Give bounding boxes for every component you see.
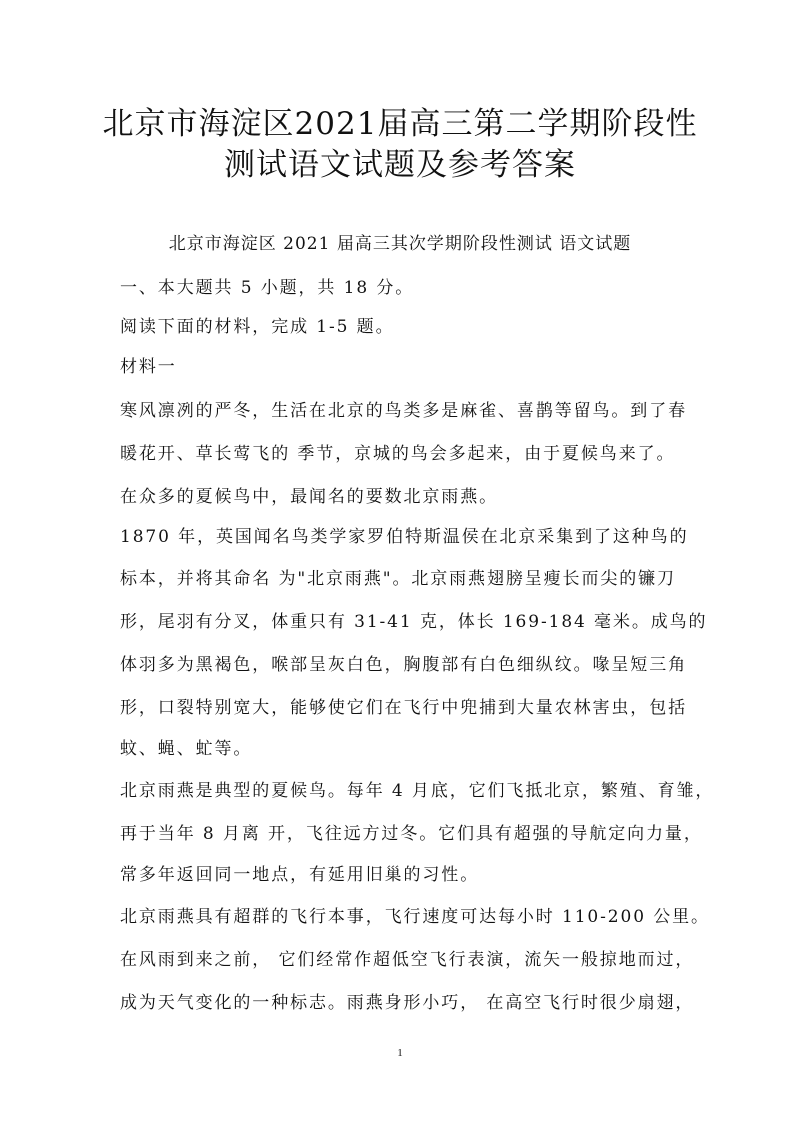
paragraph-line: 北京雨燕是典型的夏候鸟。每年 4 月底，它们飞抵北京，繁殖、育雏，: [120, 781, 715, 801]
paragraph-line: 标本，并将其命名 为"北京雨燕"。北京雨燕翅膀呈瘦长而尖的镰刀: [120, 569, 676, 589]
paragraph-line: 北京雨燕具有超群的飞行本事，飞行速度可达每小时 110-200 公里。: [120, 907, 710, 927]
paragraph-line: 再于当年 8 月离 开，飞往远方过冬。它们具有超强的导航定向力量，: [120, 824, 703, 844]
paragraph-line: 暖花开、草长莺飞的 季节，京城的鸟会多起来，由于夏候鸟来了。: [120, 444, 676, 464]
section-heading: 一、本大题共 5 小题，共 18 分。: [120, 278, 415, 298]
page-title-line-1: 北京市海淀区2021届高三第二学期阶段性: [102, 106, 698, 142]
paragraph-line: 成为天气变化的一种标志。雨燕身形小巧， 在高空飞行时很少扇翅，: [120, 993, 695, 1013]
paragraph-line: 寒风凛冽的严冬，生活在北京的鸟类多是麻雀、喜鹊等留鸟。到了春: [120, 401, 687, 421]
instruction-text: 阅读下面的材料，完成 1-5 题。: [120, 317, 395, 337]
paragraph-line: 体羽多为黑褐色，喉部呈灰白色，胸腹部有白色细纵纹。喙呈短三角: [120, 655, 687, 675]
material-label: 材料一: [120, 357, 177, 377]
exam-subtitle: 北京市海淀区 2021 届高三其次学期阶段性测试 语文试题: [168, 234, 632, 254]
paragraph-line: 蚊、蝇、虻等。: [120, 739, 253, 759]
paragraph-line: 形，尾羽有分叉，体重只有 31-41 克，体长 169-184 毫米。成鸟的: [120, 612, 708, 632]
paragraph-line: 形，口裂特别宽大，能够使它们在飞行中兜捕到大量农林害虫，包括: [120, 698, 687, 718]
page-title-line-2: 测试语文试题及参考答案: [224, 147, 576, 183]
page-number: 1: [397, 1047, 403, 1059]
paragraph-line: 在风雨到来之前， 它们经常作超低空飞行表演，流矢一般掠地而过，: [120, 950, 695, 970]
paragraph-line: 常多年返回同一地点，有延用旧巢的习性。: [120, 865, 480, 885]
paragraph-line: 1870 年，英国闻名鸟类学家罗伯特斯温侯在北京采集到了这种鸟的: [120, 527, 689, 547]
paragraph-line: 在众多的夏候鸟中，最闻名的要数北京雨燕。: [120, 487, 498, 507]
